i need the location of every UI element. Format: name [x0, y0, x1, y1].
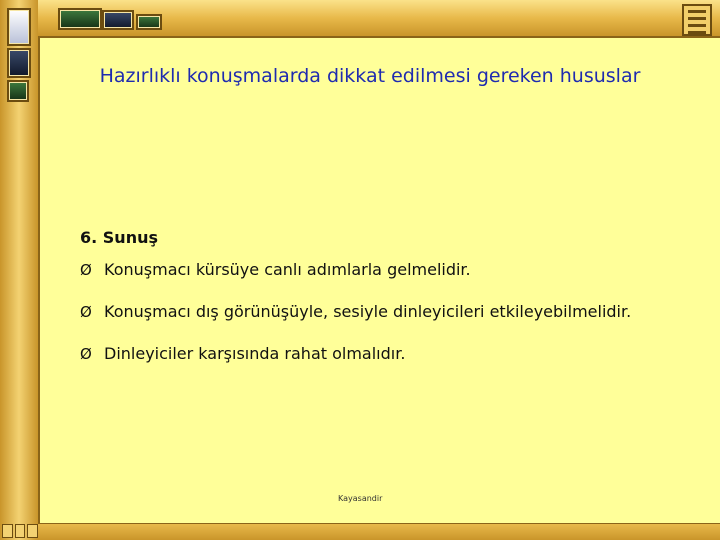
nav-icon: [27, 524, 38, 538]
nav-icon: [15, 524, 26, 538]
menu-corner-icon: [682, 4, 712, 36]
bullet-item: [80, 344, 680, 372]
window-tile-icon: [7, 8, 31, 46]
bottom-frame-border: [38, 523, 720, 540]
bullet-item: [80, 260, 680, 288]
left-frame-border: [0, 0, 40, 540]
arrow-bullet-icon: Ø: [80, 345, 92, 363]
slide-nav-icons: [2, 524, 38, 538]
top-frame-border: [38, 0, 720, 38]
window-tile-icon: [7, 80, 29, 102]
bullet-text: Konuşmacı kürsüye canlı adımlarla gelmelidir.: [104, 260, 471, 279]
nav-icon: [2, 524, 13, 538]
window-tile-icon: [58, 8, 102, 30]
bullet-text: Dinleyiciler karşısında rahat olmalıdır.: [104, 344, 406, 363]
window-tile-icon: [7, 48, 31, 78]
section-heading: 6. Sunuş: [80, 228, 158, 247]
window-tile-icon: [102, 10, 134, 30]
arrow-bullet-icon: Ø: [80, 303, 92, 321]
bullet-list: [80, 260, 680, 386]
footer-text: Kayasandir: [338, 494, 383, 503]
bullet-text: Konuşmacı dış görünüşüyle, sesiyle dinleyicileri etkileyebilmelidir.: [104, 302, 632, 321]
bullet-item: [80, 302, 680, 330]
arrow-bullet-icon: Ø: [80, 261, 92, 279]
slide-title: Hazırlıklı konuşmalarda dikkat edilmesi gereken hususlar: [99, 65, 641, 87]
window-tile-icon: [136, 14, 162, 30]
